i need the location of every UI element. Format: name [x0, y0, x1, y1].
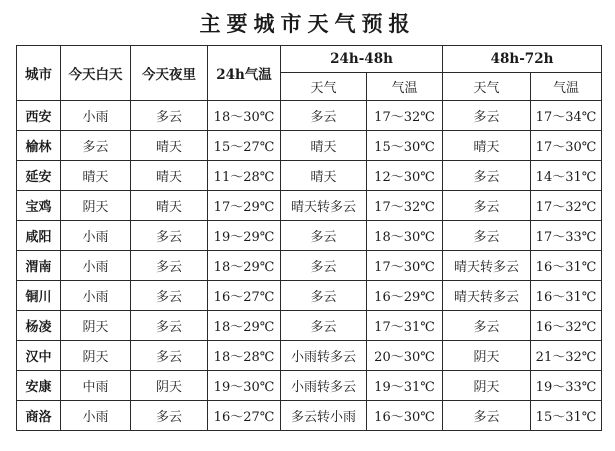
- today-temp-cell: 19～29℃: [208, 221, 281, 251]
- temp-72-cell: 17～32℃: [531, 191, 602, 221]
- today-night-cell: 阴天: [131, 371, 208, 401]
- weather-72-cell: 多云: [443, 401, 531, 431]
- weather-72-cell: 阴天: [443, 341, 531, 371]
- weather-72-cell: 多云: [443, 191, 531, 221]
- header-row-1: [17, 46, 602, 73]
- temp-72-cell: 19～33℃: [531, 371, 602, 401]
- today-night-cell: 多云: [131, 281, 208, 311]
- table-row: [17, 191, 602, 221]
- weather-48-cell: 多云: [281, 221, 367, 251]
- today-day-cell: 中雨: [61, 371, 131, 401]
- weather-48-cell: 小雨转多云: [281, 341, 367, 371]
- city-cell: 杨凌: [17, 311, 61, 341]
- table-row: [17, 251, 602, 281]
- today-temp-cell: 16～27℃: [208, 401, 281, 431]
- today-day-cell: 小雨: [61, 281, 131, 311]
- weather-72-cell: 晴天转多云: [443, 251, 531, 281]
- today-day-cell: 阴天: [61, 311, 131, 341]
- weather-48-cell: 晴天: [281, 131, 367, 161]
- table-row: [17, 371, 602, 401]
- temp-48-cell: 15～30℃: [367, 131, 443, 161]
- header-temp-72: 气温: [531, 73, 602, 101]
- city-cell: 渭南: [17, 251, 61, 281]
- table-row: [17, 101, 602, 131]
- today-day-cell: 多云: [61, 131, 131, 161]
- temp-48-cell: 12～30℃: [367, 161, 443, 191]
- table-row: [17, 281, 602, 311]
- weather-72-cell: 多云: [443, 221, 531, 251]
- today-day-cell: 小雨: [61, 251, 131, 281]
- weather-48-cell: 多云转小雨: [281, 401, 367, 431]
- temp-48-cell: 20～30℃: [367, 341, 443, 371]
- temp-72-cell: 14～31℃: [531, 161, 602, 191]
- today-night-cell: 多云: [131, 251, 208, 281]
- today-night-cell: 多云: [131, 341, 208, 371]
- header-temp-48: 气温: [367, 73, 443, 101]
- temp-72-cell: 16～31℃: [531, 251, 602, 281]
- weather-72-cell: 晴天转多云: [443, 281, 531, 311]
- table-row: [17, 131, 602, 161]
- city-cell: 汉中: [17, 341, 61, 371]
- header-today-night: 今天夜里: [131, 46, 208, 101]
- weather-48-cell: 晴天转多云: [281, 191, 367, 221]
- temp-48-cell: 16～29℃: [367, 281, 443, 311]
- temp-72-cell: 15～31℃: [531, 401, 602, 431]
- temp-72-cell: 21～32℃: [531, 341, 602, 371]
- weather-48-cell: 晴天: [281, 161, 367, 191]
- city-cell: 榆林: [17, 131, 61, 161]
- temp-48-cell: 17～32℃: [367, 191, 443, 221]
- table-row: [17, 311, 602, 341]
- weather-48-cell: 多云: [281, 101, 367, 131]
- temp-48-cell: 17～30℃: [367, 251, 443, 281]
- temp-48-cell: 19～31℃: [367, 371, 443, 401]
- city-cell: 商洛: [17, 401, 61, 431]
- header-weather-48: 天气: [281, 73, 367, 101]
- header-weather-72: 天气: [443, 73, 531, 101]
- page-title: 主要城市天气预报: [199, 11, 416, 36]
- header-group-24-48: 24h-48h: [281, 46, 443, 73]
- temp-72-cell: 17～30℃: [531, 131, 602, 161]
- table-row: [17, 221, 602, 251]
- today-temp-cell: 18～29℃: [208, 311, 281, 341]
- today-day-cell: 小雨: [61, 101, 131, 131]
- weather-72-cell: 多云: [443, 161, 531, 191]
- table-row: [17, 161, 602, 191]
- city-cell: 宝鸡: [17, 191, 61, 221]
- today-temp-cell: 18～30℃: [208, 101, 281, 131]
- weather-72-cell: 阴天: [443, 371, 531, 401]
- today-temp-cell: 18～29℃: [208, 251, 281, 281]
- forecast-table: [16, 45, 602, 431]
- city-cell: 咸阳: [17, 221, 61, 251]
- today-night-cell: 晴天: [131, 161, 208, 191]
- today-temp-cell: 19～30℃: [208, 371, 281, 401]
- temp-48-cell: 16～30℃: [367, 401, 443, 431]
- today-night-cell: 晴天: [131, 191, 208, 221]
- city-cell: 西安: [17, 101, 61, 131]
- header-city: 城市: [17, 46, 61, 101]
- today-temp-cell: 15～27℃: [208, 131, 281, 161]
- weather-48-cell: 小雨转多云: [281, 371, 367, 401]
- header-today-day: 今天白天: [61, 46, 131, 101]
- weather-48-cell: 多云: [281, 281, 367, 311]
- temp-72-cell: 16～31℃: [531, 281, 602, 311]
- today-night-cell: 多云: [131, 311, 208, 341]
- temp-72-cell: 16～32℃: [531, 311, 602, 341]
- today-day-cell: 晴天: [61, 161, 131, 191]
- today-day-cell: 小雨: [61, 401, 131, 431]
- temp-48-cell: 17～31℃: [367, 311, 443, 341]
- temp-48-cell: 17～32℃: [367, 101, 443, 131]
- temp-48-cell: 18～30℃: [367, 221, 443, 251]
- today-temp-cell: 11～28℃: [208, 161, 281, 191]
- today-day-cell: 小雨: [61, 221, 131, 251]
- weather-72-cell: 多云: [443, 311, 531, 341]
- today-night-cell: 多云: [131, 221, 208, 251]
- weather-72-cell: 晴天: [443, 131, 531, 161]
- header-group-48-72: 48h-72h: [443, 46, 602, 73]
- city-cell: 安康: [17, 371, 61, 401]
- table-row: [17, 341, 602, 371]
- today-day-cell: 阴天: [61, 341, 131, 371]
- temp-72-cell: 17～34℃: [531, 101, 602, 131]
- temp-72-cell: 17～33℃: [531, 221, 602, 251]
- city-cell: 延安: [17, 161, 61, 191]
- header-24h-temp: 24h气温: [208, 46, 281, 101]
- today-night-cell: 晴天: [131, 131, 208, 161]
- weather-48-cell: 多云: [281, 251, 367, 281]
- today-day-cell: 阴天: [61, 191, 131, 221]
- today-temp-cell: 18～28℃: [208, 341, 281, 371]
- today-temp-cell: 17～29℃: [208, 191, 281, 221]
- weather-48-cell: 多云: [281, 311, 367, 341]
- table-row: [17, 401, 602, 431]
- weather-72-cell: 多云: [443, 101, 531, 131]
- today-night-cell: 多云: [131, 101, 208, 131]
- city-cell: 铜川: [17, 281, 61, 311]
- today-night-cell: 多云: [131, 401, 208, 431]
- today-temp-cell: 16～27℃: [208, 281, 281, 311]
